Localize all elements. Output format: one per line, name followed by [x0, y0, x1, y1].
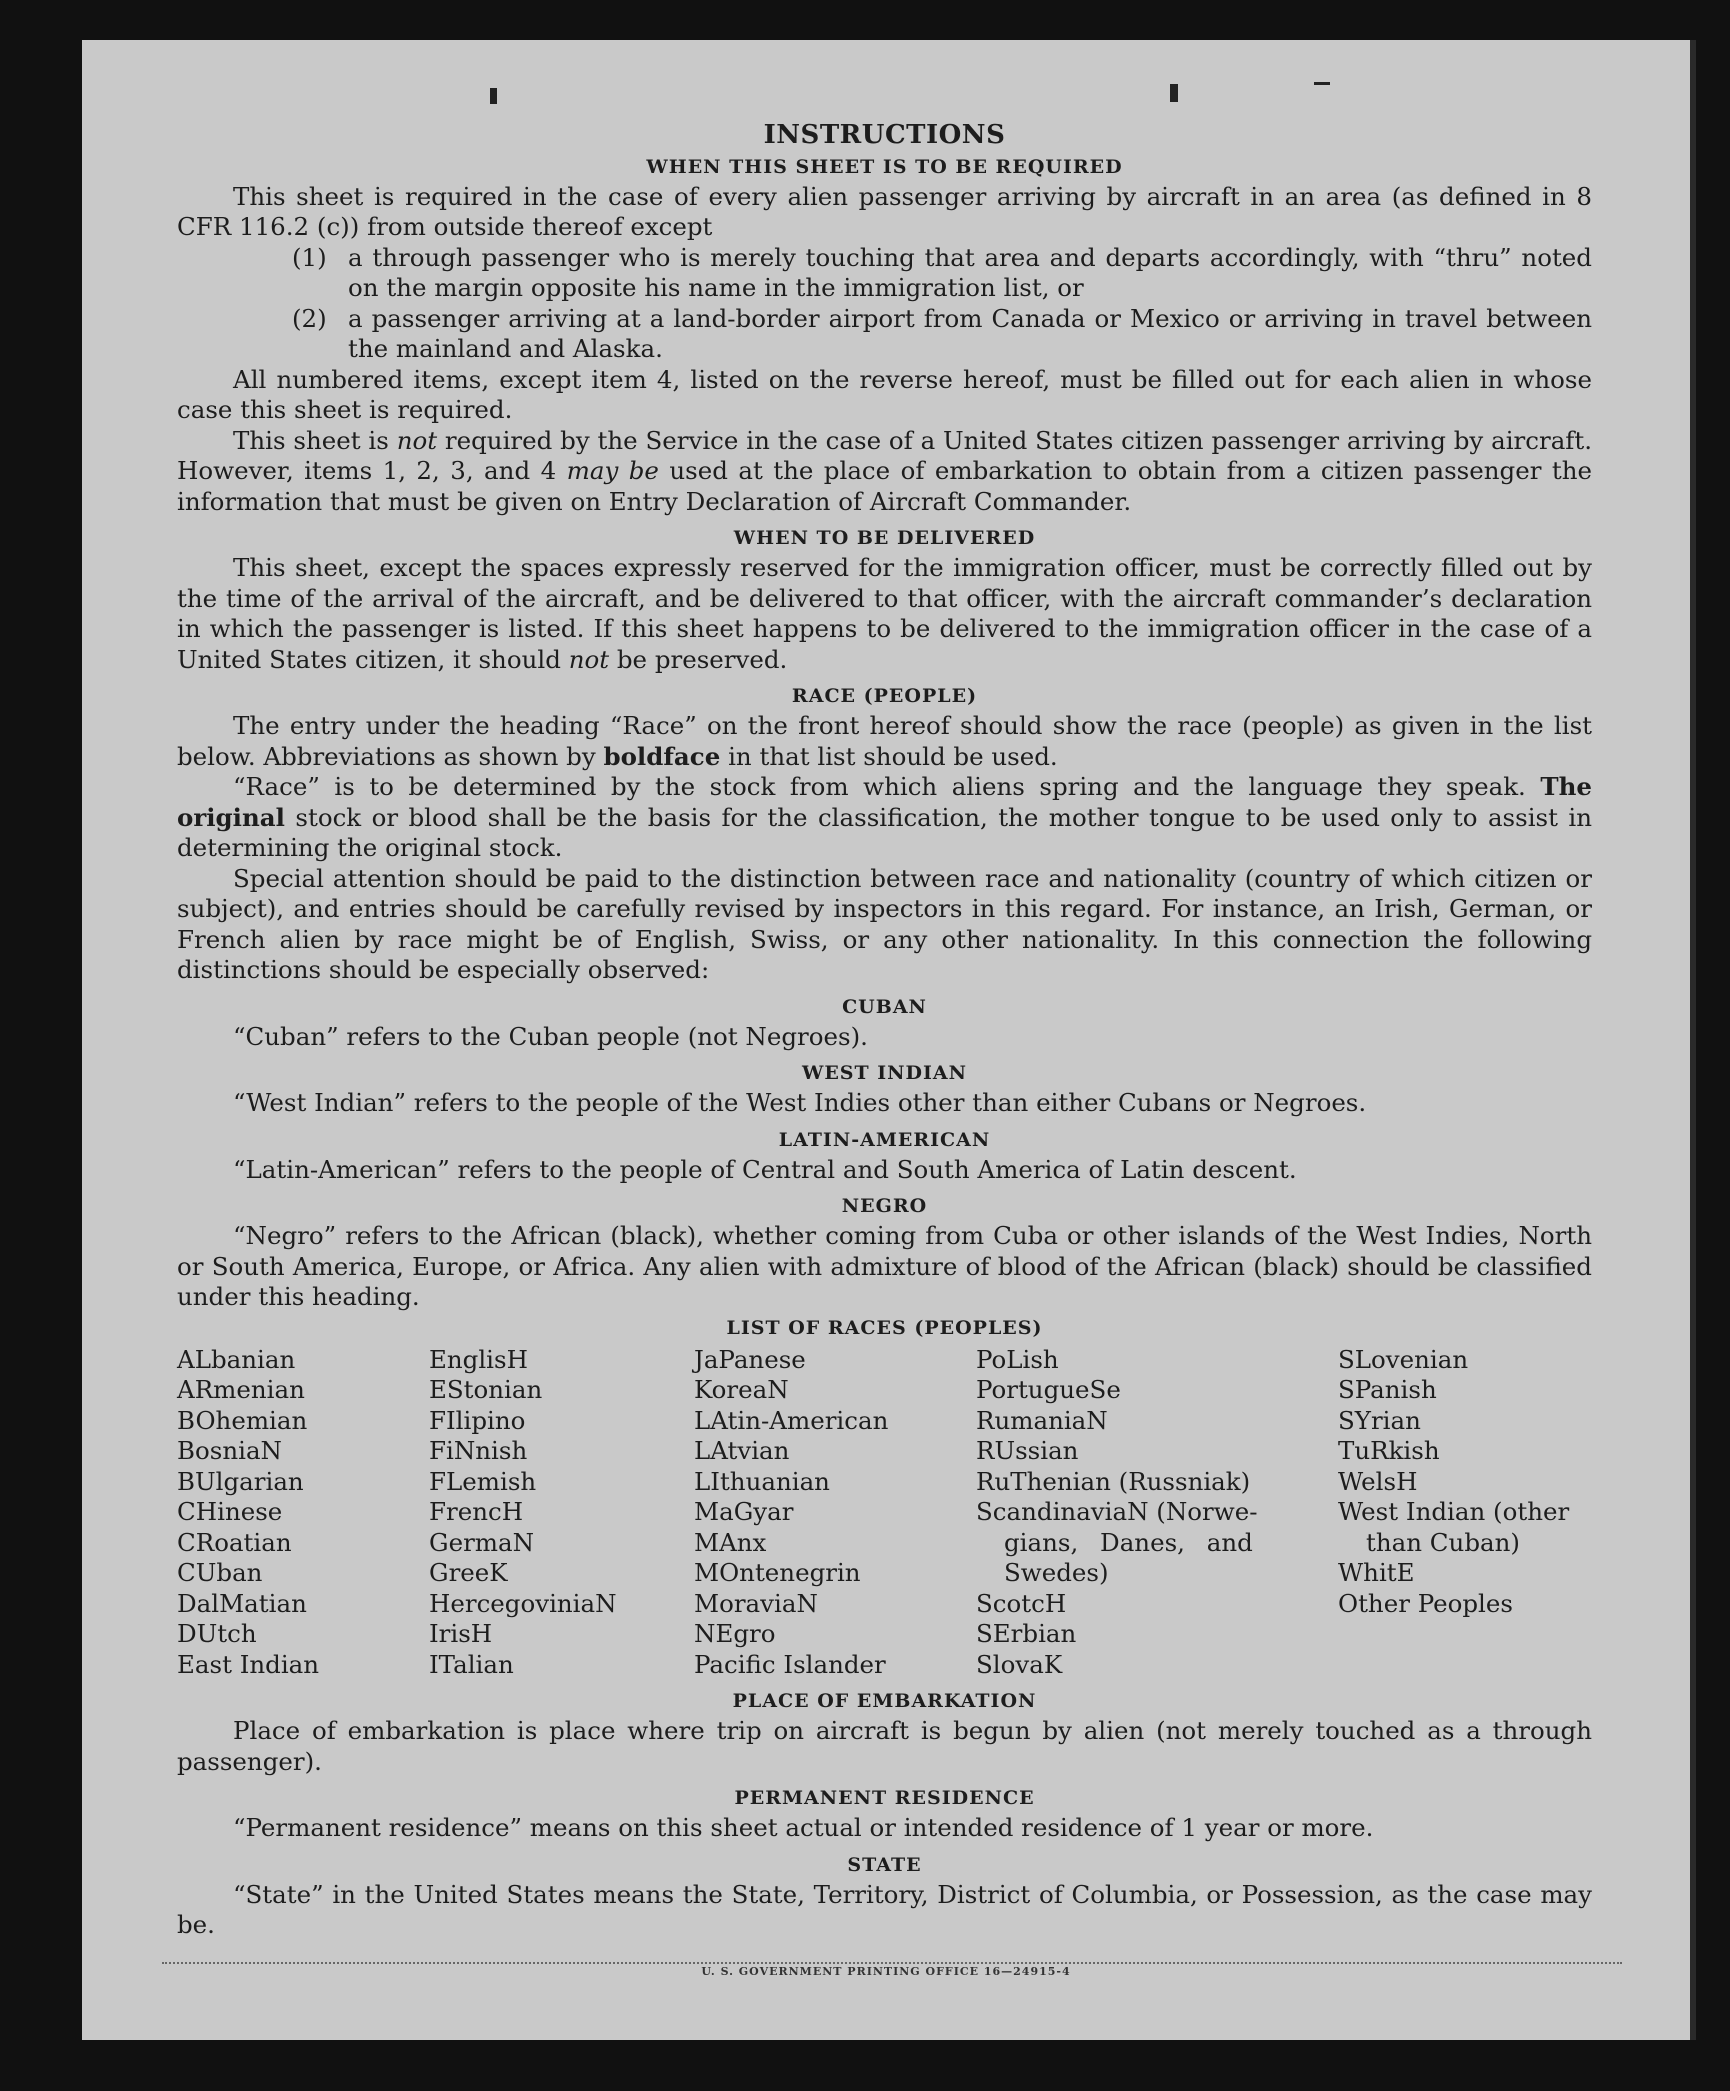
race-entry: ScandinaviaN (Norwe- [976, 1497, 1258, 1526]
scan-artifact [490, 88, 497, 104]
race-entry: EnglisH [429, 1344, 528, 1374]
race-entry: GreeK [429, 1558, 508, 1587]
race-entry: PortugueSe [976, 1375, 1121, 1404]
printer-footer: U. S. GOVERNMENT PRINTING OFFICE 16—24915-4 [701, 1965, 1071, 1978]
section-heading-race: RACE (PEOPLE) [791, 685, 978, 707]
race-entry: SLovenian [1338, 1344, 1469, 1374]
race-entry: BOhemian [177, 1405, 308, 1435]
race-entry: BUlgarian [177, 1466, 304, 1496]
page-title: INSTRUCTIONS [763, 120, 1006, 150]
paragraph: This sheet, except the spaces expressly reserved for the immigration officer, must be correctly filled out by the time of the arrival of the aircraft, and be delivered to that officer, with the aircraft commander’s declaration in which the passenger is listed. If this sheet happens to be delivered to the immigration officer in the case of a United States citizen, it should not be preserved. [177, 553, 1592, 674]
paragraph: “Negro” refers to the African (black), whether coming from Cuba or other islands of the West Indies, North or South America, Europe, or Africa. Any alien with admixture of blood of the African (black) should be classified under this heading. [177, 1221, 1592, 1311]
race-entry: RuThenian (Russniak) [976, 1466, 1251, 1496]
race-entry: MAnx [694, 1527, 767, 1557]
section-heading-state: STATE [847, 1853, 922, 1876]
race-entry: MaGyar [694, 1497, 794, 1526]
paragraph: “Race” is to be determined by the stock from which aliens spring and the language they speak. The original stock or blood shall be the basis for the classification, the mother tongue to be used only to assist in determining the original stock. [177, 772, 1592, 862]
race-entry: West Indian (other [1338, 1497, 1570, 1526]
item-number: (1) [292, 242, 327, 272]
section-heading-latin-american: LATIN-AMERICAN [778, 1128, 991, 1151]
race-entry: NEgro [694, 1619, 776, 1648]
race-entry: WhitE [1338, 1558, 1415, 1587]
race-entry: BosniaN [177, 1436, 282, 1465]
race-entry: MOntenegrin [694, 1558, 861, 1587]
instructions-content [177, 120, 1592, 1941]
race-entry: than Cuban) [1366, 1527, 1520, 1557]
race-entry: TuRkish [1338, 1436, 1440, 1465]
races-list [177, 1345, 1592, 1681]
races-column-1 [177, 1345, 429, 1681]
races-column-5 [1338, 1345, 1592, 1681]
race-entry: SlovaK [976, 1649, 1063, 1679]
section-heading-negro: NEGRO [841, 1195, 928, 1217]
paragraph: “State” in the United States means the State, Territory, District of Columbia, or Possession, as the case may be. [177, 1879, 1592, 1939]
section-heading-embarkation: PLACE OF EMBARKATION [732, 1690, 1037, 1712]
race-entry: DUtch [177, 1619, 257, 1648]
race-entry: FiNnish [429, 1436, 528, 1465]
document-sheet [82, 40, 1696, 2040]
race-entry: CHinese [177, 1497, 283, 1526]
list-item [292, 243, 1592, 304]
race-entry: ALbanian [177, 1344, 296, 1374]
section-heading-delivered: WHEN TO BE DELIVERED [733, 527, 1036, 549]
race-entry: Swedes) [1004, 1558, 1109, 1587]
race-entry: FLemish [429, 1466, 537, 1496]
race-entry: CUban [177, 1558, 263, 1587]
race-entry: KoreaN [694, 1375, 789, 1404]
race-entry: gians, Danes, and [1004, 1527, 1253, 1557]
paragraph: “West Indian” refers to the people of the West Indies other than either Cubans or Negroes. [233, 1088, 1367, 1117]
race-entry: JaPanese [694, 1344, 806, 1374]
paragraph: Place of embarkation is place where trip on aircraft is begun by alien (not merely touched as a through passenger). [177, 1716, 1592, 1776]
section-heading-west-indian: WEST INDIAN [801, 1062, 968, 1084]
paragraph: All numbered items, except item 4, listed on the reverse hereof, must be filled out for each alien in whose case this sheet is required. [177, 364, 1592, 424]
race-entry: FIlipino [429, 1405, 526, 1435]
paragraph: This sheet is required in the case of every alien passenger arriving by aircraft in an area (as defined in 8 CFR 116.2 (c)) from outside thereof except [177, 181, 1592, 241]
section-heading-list-of-races: LIST OF RACES (PEOPLES) [726, 1316, 1043, 1339]
race-entry: IrisH [429, 1619, 493, 1648]
races-column-4 [976, 1345, 1338, 1681]
races-column-2 [429, 1345, 694, 1681]
section-heading-cuban: CUBAN [842, 995, 927, 1018]
section-heading-required: WHEN THIS SHEET IS TO BE REQUIRED [646, 155, 1123, 178]
race-entry: EStonian [429, 1375, 543, 1404]
section-heading-permanent-residence: PERMANENT RESIDENCE [734, 1787, 1035, 1809]
race-entry: GermaN [429, 1527, 535, 1557]
scan-artifact [1314, 82, 1330, 85]
race-entry: MoraviaN [694, 1588, 818, 1618]
race-entry: SYrian [1338, 1405, 1421, 1435]
race-entry: PoLish [976, 1344, 1059, 1374]
race-entry: East Indian [177, 1649, 320, 1679]
paragraph: This sheet is not required by the Service in the case of a United States citizen passenger arriving by aircraft. However, items 1, 2, 3, and 4 may be used at the place of embarkation to obtain from a citizen passenger the information that must be given on Entry Declaration of Aircraft Commander. [177, 425, 1593, 516]
paragraph: “Cuban” refers to the Cuban people (not Negroes). [233, 1021, 868, 1051]
paragraph: The entry under the heading “Race” on the front hereof should show the race (people) as given in the list below. Abbreviations as shown by boldface in that list should be used. [177, 711, 1592, 771]
scan-artifact [1170, 84, 1178, 102]
item-number: (2) [292, 303, 327, 333]
paragraph: “Latin-American” refers to the people of Central and South America of Latin descent. [233, 1154, 1297, 1184]
race-entry: RumaniaN [976, 1405, 1108, 1435]
race-entry: LIthuanian [694, 1466, 830, 1496]
race-entry: ITalian [429, 1649, 514, 1679]
race-entry: DalMatian [177, 1588, 307, 1618]
race-entry: SErbian [976, 1619, 1077, 1648]
list-item [292, 304, 1592, 365]
race-entry: ARmenian [177, 1375, 305, 1404]
races-column-3 [694, 1345, 976, 1681]
race-entry: FrencH [429, 1497, 524, 1526]
paragraph: Special attention should be paid to the distinction between race and nationality (country of which citizen or subject), and entries should be carefully revised by inspectors in this regard. For instance, an Irish, German, or French alien by race might be of English, Swiss, or any other nationality. In this connection the following distinctions should be especially observed: [177, 863, 1592, 984]
race-entry: WelsH [1338, 1466, 1418, 1496]
item-text: a through passenger who is merely touching that area and departs accordingly, with “thru” noted on the margin opposite his name in the immigration list, or [348, 242, 1592, 302]
item-text: a passenger arriving at a land-border airport from Canada or Mexico or arriving in travel between the mainland and Alaska. [348, 303, 1592, 363]
footer-divider [162, 1962, 1622, 1964]
race-entry: SPanish [1338, 1375, 1437, 1404]
race-entry: Other Peoples [1338, 1588, 1513, 1618]
race-entry: LAtin-American [694, 1405, 889, 1435]
paragraph: “Permanent residence” means on this sheet actual or intended residence of 1 year or more. [233, 1813, 1374, 1842]
race-entry: HercegoviniaN [429, 1588, 617, 1618]
race-entry: RUssian [976, 1436, 1079, 1465]
race-entry: CRoatian [177, 1527, 292, 1557]
race-entry: Pacific Islander [694, 1649, 886, 1679]
race-entry: ScotcH [976, 1588, 1067, 1618]
race-entry: LAtvian [694, 1436, 790, 1465]
